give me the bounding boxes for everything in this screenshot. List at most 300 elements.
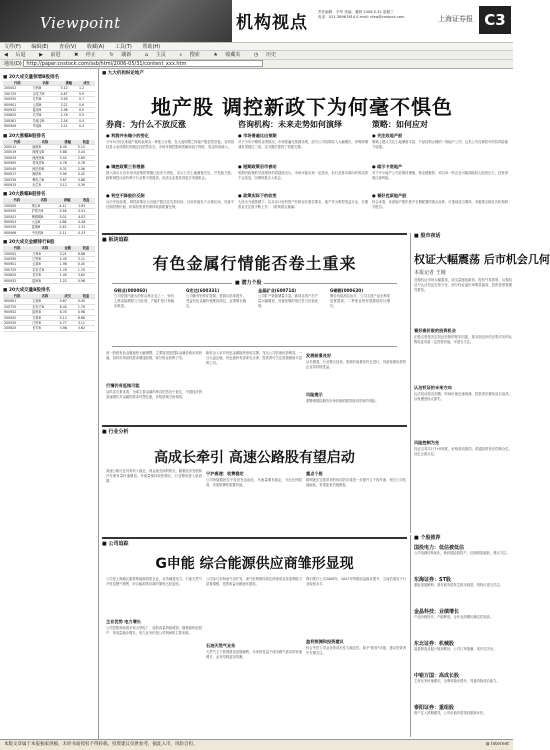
table-title: ■ 20大成交量B股排名 <box>3 288 51 293</box>
section-title: 行情仍有延续可能 <box>106 383 140 388</box>
table-cell: -2.88 <box>57 219 77 224</box>
table-cell: 1.65 <box>77 203 95 208</box>
table-cell: 200581 <box>3 118 32 123</box>
table-cell: 5.02 <box>59 155 77 160</box>
table-cell: 3.62 <box>77 273 95 278</box>
table-cell: 珠江B <box>31 203 58 208</box>
pick-title[interactable]: 中银万国：高成长股 <box>414 673 460 679</box>
table-cell: 华谊B <box>32 124 60 129</box>
stop-button[interactable] <box>74 52 102 58</box>
globe-icon: ◍ <box>485 742 490 747</box>
body-text: 近期权证市场大幅震荡，成交量屡创新高，投机气氛浓厚，认购权证与认沽权证走势分化，部分权证溢价率明显偏高，投资者需要理性看待。 <box>414 278 512 292</box>
table-cell: 6.88 <box>77 251 95 256</box>
sector-col-3 <box>306 351 406 425</box>
table-cell: 长安B <box>32 113 60 118</box>
table-cell: 900906 <box>3 230 31 235</box>
stock-name: G锌业(000060) <box>114 288 148 293</box>
newspaper-masthead <box>0 0 513 42</box>
table-cell: 900917 <box>3 172 31 177</box>
body-text: 需警惕国际期货市场价格的剧烈波动带来的风险。 <box>306 399 379 403</box>
table-cell: 0.98 <box>77 278 95 283</box>
table-cell: 900901 <box>3 102 32 107</box>
browser-menubar <box>0 42 513 51</box>
ranking-table <box>3 294 95 332</box>
table-cell: 900915 <box>3 182 31 187</box>
table-cell: 京东方B <box>31 304 58 309</box>
table-cell: 200725 <box>3 304 31 309</box>
column-header: 成交 <box>78 81 95 86</box>
subhead-brokers: 券商：为什么不放反涨 <box>106 120 186 129</box>
table-cell: 粤电力B <box>31 177 58 182</box>
body-text: 对于今年中期的业绩情况，市场普遍比预期乐观，部分公司结算收入大幅增长，净利润增速有望超过三成，这为股价提供了较强支撑。 <box>238 140 368 149</box>
column-header: 代码 <box>3 81 32 86</box>
table-cell: 3.88 <box>77 177 95 182</box>
section-title: 宁沪高速：收费稳定 <box>206 471 244 476</box>
table-cell: 900930 <box>3 209 31 214</box>
address-input[interactable]: http://paper.cnstock.com/ssb/html/2006-05/31/content_xxx.htm <box>23 60 263 67</box>
stock-text: 公司拥有铅锌矿资源，资源自给率提升，受益有色金属价格维持高位，业绩增长确定。 <box>186 294 246 308</box>
table-cell: 粤照明B <box>31 214 58 219</box>
table-cell: 200539 <box>3 177 31 182</box>
table-cell: 万科B <box>31 315 58 320</box>
bullet: ● 关注收地产股 <box>372 133 403 138</box>
sector-col-2 <box>206 351 302 423</box>
pick-text: 资产注入预期强烈，公司价值有望得到重新评估。 <box>414 711 487 715</box>
masthead-banner <box>0 0 232 42</box>
table-cell: 5.12 <box>60 86 78 91</box>
table-cell: 海欣B <box>31 172 58 177</box>
table-cell: 6.33 <box>59 310 77 315</box>
table-cell: 200550 <box>3 321 31 326</box>
table-cell: 京东方B <box>31 267 58 272</box>
table-cell: 4.02 <box>77 214 95 219</box>
table-cell: 长安B <box>31 273 58 278</box>
column-header: 涨幅 <box>60 81 78 86</box>
column-header: 涨幅 <box>59 140 77 145</box>
table-cell: 3.67 <box>59 177 77 182</box>
column-header: 代码 <box>3 246 31 251</box>
back-button[interactable] <box>4 52 31 58</box>
table-cell: 富奥B <box>31 225 58 230</box>
table-cell: 4.76 <box>59 161 77 166</box>
table-cell: -3.01 <box>57 214 77 219</box>
body-text: 从历史经验看，调控政策出台后地产股往往先抑后扬，目前估值处于合理区间，具备中长期投资价值，机构投资者仍保持较高配置比例。 <box>106 200 234 209</box>
table-cell: 陆家B <box>31 278 58 283</box>
strip-tag: ■ 潜力个股 <box>232 280 264 286</box>
table-cell: 1.2 <box>78 86 95 91</box>
table-cell: 200625 <box>3 113 32 118</box>
company-col-2 <box>206 577 302 730</box>
sector-tag: ■ 板块追踪 <box>102 237 129 243</box>
table-cell: 永生B <box>31 182 58 187</box>
table-cell: 0.6 <box>78 102 95 107</box>
table-cell: 江铃B <box>31 321 58 326</box>
table-cell: 2.98 <box>60 108 78 113</box>
stock-text: 公司是国内最大的锌冶炼企业之一，锌价上涨直接增厚公司业绩，产能扩张计划稳步推进。 <box>114 294 174 308</box>
table-cell: 2.45 <box>59 256 77 261</box>
sector-article <box>102 233 407 423</box>
company-headline[interactable]: G申能 综合能源供应商雏形显现 <box>155 556 354 572</box>
table-cell: 900932 <box>3 108 32 113</box>
stock-strip <box>112 280 397 347</box>
table-cell: 200045 <box>3 166 31 171</box>
column-header: 名称 <box>31 140 58 145</box>
feature-headline[interactable]: 地产股 调控新政下为何毫不惧色 <box>151 95 453 119</box>
table-cell: 0.4 <box>78 124 95 129</box>
feature-col-3 <box>372 131 508 220</box>
body-text: 新资金入市对有色金属板块形成支撑，龙头公司估值优势明显，一旦大盘企稳，有色板块有望率先反弹，投资者可关注资源储备丰富的公司。 <box>206 351 302 365</box>
pick-title[interactable]: 泰阳证券：重组股 <box>414 705 455 711</box>
column-header: 代码 <box>3 294 31 299</box>
table-cell: 老凤祥B <box>31 161 58 166</box>
body-text: 公司控股和参股多家大型电厂，装机容量持续增加，随着新机组投产，发电量稳步增长，电力业务仍是公司利润的主要来源。 <box>106 626 202 635</box>
history-icon: ◷ <box>254 52 259 58</box>
highway-col-2 <box>206 469 302 536</box>
table-cell: 2.54 <box>60 118 78 123</box>
table-cell: 0.9 <box>78 91 95 96</box>
table-cell: -3.56 <box>57 209 77 214</box>
table-cell: 3.11 <box>77 321 95 326</box>
feature-tag: ■ 九大机构纵论地产 <box>102 71 144 76</box>
column-header: 收盘 <box>77 198 95 203</box>
table-cell: 200002 <box>3 251 31 256</box>
column-header: 名称 <box>31 198 58 203</box>
table-cell: 云赛B <box>31 262 58 267</box>
table-cell: 8.45 <box>59 304 77 309</box>
table-cell: 江铃B <box>32 97 60 102</box>
forward-arrow-icon: ▶ <box>39 52 43 58</box>
stock-text: 铜价持续高位运行，公司主营产品毛利率显著提高，二季度业绩有望继续环比增长。 <box>330 294 390 308</box>
table-cell: 200725 <box>3 91 32 96</box>
company-tag: ■ 公司追踪 <box>102 541 129 547</box>
table-row <box>3 230 95 235</box>
table-cell: 200505 <box>3 203 31 208</box>
body-text: 公司是上海地区重要的能源投资企业，业务涵盖电力、石油天然气开发及燃气销售，综合能源供应商的雏形已经显现。 <box>106 577 202 586</box>
menu-view[interactable]: 查看(V) <box>59 44 77 50</box>
stock-card <box>330 288 390 346</box>
history-button[interactable] <box>254 52 282 58</box>
table-cell: 3.99 <box>59 172 77 177</box>
table-cell: 陆家B <box>32 108 60 113</box>
table-cell: 200625 <box>3 273 31 278</box>
back-label: 后退 <box>15 52 26 58</box>
favorites-button[interactable] <box>213 52 246 58</box>
pick-title[interactable]: 东海证券：ST股 <box>414 577 452 583</box>
table-cell: 200625 <box>3 326 31 331</box>
table-cell: 1.98 <box>59 262 77 267</box>
table-cell: 3.21 <box>59 251 77 256</box>
search-button[interactable] <box>179 52 205 58</box>
stock-card <box>258 288 318 346</box>
sector-col-1 <box>106 351 202 424</box>
column-header: 收盘 <box>77 140 95 145</box>
menu-file[interactable]: 文件(F) <box>4 44 21 50</box>
pick-title[interactable]: 金晶科技：业绩增长 <box>414 609 460 615</box>
table-cell: 0.45 <box>77 299 95 304</box>
table-cell: 900901 <box>3 299 31 304</box>
forward-label: 前进 <box>50 52 61 58</box>
company-col-3 <box>306 577 406 732</box>
table-cell: 长安B <box>31 326 58 331</box>
body-text: 路网逐步完善带来的协同效应将进一步提升主干线车流，相关公司估值偏低，有望迎来估值修复。 <box>306 478 406 487</box>
home-icon: ⌂ <box>144 52 149 58</box>
pick-title[interactable]: 东北证券：机械股 <box>414 641 455 647</box>
home-button[interactable] <box>145 52 172 58</box>
warrant-headline[interactable]: 权证大幅震荡 后市机会几何 <box>414 253 550 266</box>
pick-text: 产品价格回升，产能释放，全年业绩增长确定性较高。 <box>414 615 494 619</box>
newspaper-page <box>0 69 550 739</box>
table-cell: 京东方B <box>32 91 60 96</box>
stock-picks <box>410 535 512 737</box>
paper-logo: 上海证券报 <box>438 15 473 23</box>
left-data-column <box>0 69 99 739</box>
warrant-tag: ■ 股市夜话 <box>414 233 441 239</box>
table-cell: 0.98 <box>77 310 95 315</box>
table-cell: 200002 <box>3 86 32 91</box>
table-cell: 3.12 <box>59 182 77 187</box>
menu-favorites[interactable]: 收藏(A) <box>86 44 105 50</box>
table-cell: 5.12 <box>77 145 95 150</box>
table-cell: 4.77 <box>59 321 77 326</box>
forward-button[interactable] <box>39 52 66 58</box>
feature-col-2 <box>238 131 368 220</box>
body-text: 人民币升值预期下，以本币计价的资产价格存在重估要求，地产作为典型受益行业，长期资金关注度不断上升。（机构观点摘编） <box>238 200 368 209</box>
table-cell: 0.45 <box>77 262 95 267</box>
table-cell: 3.98 <box>59 326 77 331</box>
table-row <box>3 124 95 129</box>
body-text: 今年5月份以来地产板块表现出一种独立行情，在大盘调整之时地产股依然坚挺，各项指标显示业绩增长的确定性依然存在，市场对调控影响的解读趋于理性，资金持续流入。 <box>106 140 234 149</box>
table-row <box>3 182 95 187</box>
body-text: 策略上建议关注土地储备丰富、产品结构合理的一线地产公司，这类公司在调控中的抗风险能力较强。 <box>372 140 508 149</box>
contact-line: 电话：021-38967614 E-mail: cfxw@cnstock.com <box>318 15 405 19</box>
table-cell: 1.79 <box>77 304 95 309</box>
table-cell: 900905 <box>3 161 31 166</box>
table-cell: 200550 <box>3 256 31 261</box>
table-cell: 200002 <box>3 315 31 320</box>
section-title: 风险控制为先 <box>414 440 440 445</box>
company-col-1 <box>106 577 202 726</box>
table-cell: 0.5 <box>78 113 95 118</box>
status-text: 本版文章属于本报独家供稿，未经书面授权不得转载。投资建议仅供参考，据此入市，风险自担。 <box>4 742 198 747</box>
table-cell: 200541 <box>3 214 31 219</box>
column-header: 收盘 <box>77 246 95 251</box>
refresh-button[interactable] <box>110 52 138 58</box>
table-row <box>3 278 95 283</box>
editor-contact <box>318 10 430 20</box>
table-title: ■ 20大跌幅B股排名 <box>3 192 46 198</box>
subhead-strategy: 策略：如何应对 <box>372 120 428 129</box>
table-cell: 4.31 <box>59 166 77 171</box>
table-cell: 南玻B <box>31 145 58 150</box>
table-cell: -2.45 <box>57 225 77 230</box>
pick-title[interactable]: 国投电力：低估被低估 <box>414 545 465 551</box>
stock-name: G宏达(600331) <box>186 288 220 293</box>
table-cell: 陆家B <box>31 310 58 315</box>
favorites-label: 收藏夹 <box>225 52 241 58</box>
bullet: ● 利润并未缩小的变化 <box>106 133 149 138</box>
table-cell: 1.76 <box>59 267 77 272</box>
bullet: ● 利空不降股价反倒 <box>106 193 145 198</box>
table-cell: 1.79 <box>77 267 95 272</box>
table-row <box>3 326 95 331</box>
table-cell: 0.7 <box>78 97 95 102</box>
menu-help[interactable]: 帮助(H) <box>142 44 161 50</box>
ranking-table <box>3 81 95 130</box>
body-text: 认沽权证临近到期，时间价值迅速衰减，投资者应避免盲目追高，以免遭受较大损失。 <box>414 392 512 401</box>
home-label: 主页 <box>155 52 166 58</box>
table-cell: 900932 <box>3 278 31 283</box>
column-header: 收盘 <box>77 294 95 299</box>
table-cell: 2.76 <box>60 113 78 118</box>
table-cell: 1.22 <box>59 278 77 283</box>
table-cell: 0.33 <box>77 230 95 235</box>
contact-line: 责任编辑：平华 美编：董婷 2006.5.31 星期三 <box>318 10 394 14</box>
table-cell: 900901 <box>3 262 31 267</box>
table-cell: 深深宝B <box>31 150 58 155</box>
table-cell: 900909 <box>3 124 32 129</box>
page-number: C3 <box>479 6 511 34</box>
section-title: 盈利预测和投资建议 <box>306 639 344 644</box>
column-header: 名称 <box>32 81 60 86</box>
body-text: 前一阶段有色金属板块大幅调整，主要原因是国际金属价格出现回落，同时市场担忧需求增速放缓，部分资金获利了结。 <box>106 351 202 360</box>
body-text: 从供求关系来看，全球主要金属的库存依然处于低位，中国经济的高速增长对金属的需求仍然旺盛，价格回调空间有限。 <box>106 390 202 399</box>
body-text: 权证交易实行T+0制度，价格波动剧烈，普通投资者应控制仓位，设定止损点位。 <box>414 447 512 456</box>
search-label: 搜索 <box>189 52 200 58</box>
search-icon: ⌕ <box>179 52 183 58</box>
internet-zone <box>486 740 509 750</box>
menu-edit[interactable]: 编辑(E) <box>31 44 49 50</box>
table-cell: 900903 <box>3 219 31 224</box>
ranking-table <box>3 140 95 189</box>
column-header: 名称 <box>31 294 58 299</box>
body-text: 天然气主干管网建设进展顺利，未来将受益于城市燃气需求的快速增长，业务结构更加均衡。 <box>206 650 302 659</box>
main-articles <box>102 69 550 739</box>
table-cell: 3.62 <box>77 326 95 331</box>
table-cell: 3.95 <box>60 97 78 102</box>
section-title: 看好高价股的投资机会 <box>414 328 456 333</box>
table-cell: 2.56 <box>77 166 95 171</box>
browser-statusbar <box>0 739 513 750</box>
stock-card <box>186 288 246 346</box>
zone-label: Internet <box>491 742 509 747</box>
body-text: 从长期看，行业整合加快，资源价值重估仍在进行，具备资源优势的企业将持续受益。 <box>306 360 406 369</box>
bullet: ● 暗示卡底地产 <box>372 164 403 169</box>
table-cell: 9.87 <box>59 299 77 304</box>
company-article <box>102 537 407 737</box>
address-bar <box>0 60 513 69</box>
refresh-label: 刷新 <box>121 52 132 58</box>
column-header: 代码 <box>3 140 31 145</box>
table-cell: 1.45 <box>59 273 77 278</box>
table-cell: 6.88 <box>77 315 95 320</box>
table-cell: 3.21 <box>60 102 78 107</box>
body-text: 正股走势是决定权证价格的根本因素，基本面良好的正股对应的认购权证具备一定投资价值，可适当关注。 <box>414 335 512 344</box>
ranking-table <box>3 198 95 236</box>
table-cell: 万科B <box>32 86 60 91</box>
table-cell: 900932 <box>3 310 31 315</box>
browser-toolbar <box>0 51 513 60</box>
table-cell: 3.11 <box>77 256 95 261</box>
section-title: 机构视点 <box>236 13 308 33</box>
table-title: ■ 20大成交量领增B股排名 <box>3 75 60 80</box>
table-cell: 沪普天B <box>31 209 58 214</box>
table-cell: 200019 <box>3 150 31 155</box>
ranking-table <box>3 246 95 284</box>
highway-headline[interactable]: 高成长牵引 高速公路股有望启动 <box>154 450 355 466</box>
stop-icon: ✖ <box>74 52 79 58</box>
picks-tag: ■ 个股推荐 <box>414 535 441 541</box>
column-header: 成交 <box>59 294 77 299</box>
table-cell: 5.12 <box>59 315 77 320</box>
table-cell: 中纺机B <box>31 230 58 235</box>
warrant-author: 本报记者 王刚 <box>414 270 446 276</box>
bullet: ● 市场普遍比出预期 <box>238 133 277 138</box>
pick-text: 装备制造业振兴规划利好，公司订单饱满，成长性突出。 <box>414 647 497 651</box>
body-text: 对于中小地产公司应保持谨慎，资金链紧张、项目单一的企业可能面临较大经营压力，投资者需注意风险。 <box>372 171 508 180</box>
pick-text: 主营业务快速增长，毛利率稳步提升，具备持续成长能力。 <box>414 679 500 683</box>
table-cell: 4.87 <box>60 91 78 96</box>
table-cell: 云赛B <box>31 299 58 304</box>
table-cell: 2.89 <box>77 155 95 160</box>
table-title: ■ 20大涨幅B股排名 <box>3 133 46 139</box>
pick-text: 公司电源结构优化，新机组陆续投产，估值明显偏低，建议关注。 <box>414 551 510 555</box>
body-text: 公司所辖路段位于经济发达地区，车流量增长稳定，分红比例较高，具备防御性配置价值。 <box>206 478 302 487</box>
highway-tag: ■ 行业分析 <box>102 429 129 435</box>
table-cell: -2.11 <box>57 230 77 235</box>
refresh-icon: ↻ <box>109 52 114 58</box>
feature-col-1 <box>106 131 234 220</box>
menu-tools[interactable]: 工具(T) <box>114 44 132 50</box>
table-cell: -4.12 <box>57 203 77 208</box>
table-cell: 0.5 <box>78 108 95 113</box>
subhead-consultants: 咨询机构：未来走势如何演绎 <box>238 120 342 129</box>
table-cell: 苏威孚B <box>32 118 60 123</box>
sector-headline[interactable]: 有色金属行情能否卷土重来 <box>152 254 357 273</box>
table-cell: 大众B <box>31 219 58 224</box>
table-cell: 0.39 <box>77 182 95 187</box>
star-icon: ★ <box>213 52 218 58</box>
warrant-article <box>410 233 550 533</box>
table-cell: 0.51 <box>77 209 95 214</box>
section-title: 石油天然气业务 <box>206 643 236 648</box>
highway-col-1 <box>106 469 202 535</box>
table-cell: 深纺织B <box>31 166 58 171</box>
left-tables <box>3 74 95 332</box>
section-title: 重点个股 <box>306 471 323 476</box>
table-cell: 200030 <box>3 225 31 230</box>
highway-col-3 <box>306 469 406 536</box>
bullet: ● 政策实际下的收变 <box>238 193 277 198</box>
table-cell: 0.48 <box>77 219 95 224</box>
bullet: ● 短期政策后市被动 <box>238 164 277 169</box>
body-text: 综合来看，优质地产股仍是中长期配置的重点品种，可逢低适当增持。本版观点摘自各机构研究报告。 <box>372 200 508 209</box>
table-cell: 200012 <box>3 145 31 150</box>
pick-text: 重组进展顺利，基本面有望发生根本改善，短线可适当关注。 <box>414 583 504 587</box>
table-cell: 0.42 <box>77 172 95 177</box>
body-text: 我们预计公司2006年、2007年每股收益稳步提升，当前估值处于行业较低水平。 <box>306 577 406 586</box>
column-header: 代码 <box>3 198 31 203</box>
body-text: 高速公路行业具有收入稳定、现金流充沛的特点，随着经济发展和汽车保有量快速增加，车流量保持较快增长，行业整体进入收获期。 <box>106 469 202 483</box>
stock-name: G铜都(000630) <box>330 288 364 293</box>
table-cell: 深深房B <box>31 155 58 160</box>
table-cell: 3.44 <box>77 150 95 155</box>
column-header: 金额 <box>59 246 77 251</box>
table-cell: 200725 <box>3 267 31 272</box>
highway-article <box>102 425 407 537</box>
body-text: 短期内政策的后续细则仍将陆续出台，市场可能出现一定波动，但行业基本面向好的趋势不会改变，回调即是买入机会。 <box>238 171 368 180</box>
table-cell: 200029 <box>3 155 31 160</box>
table-cell: 江铃B <box>31 256 58 261</box>
